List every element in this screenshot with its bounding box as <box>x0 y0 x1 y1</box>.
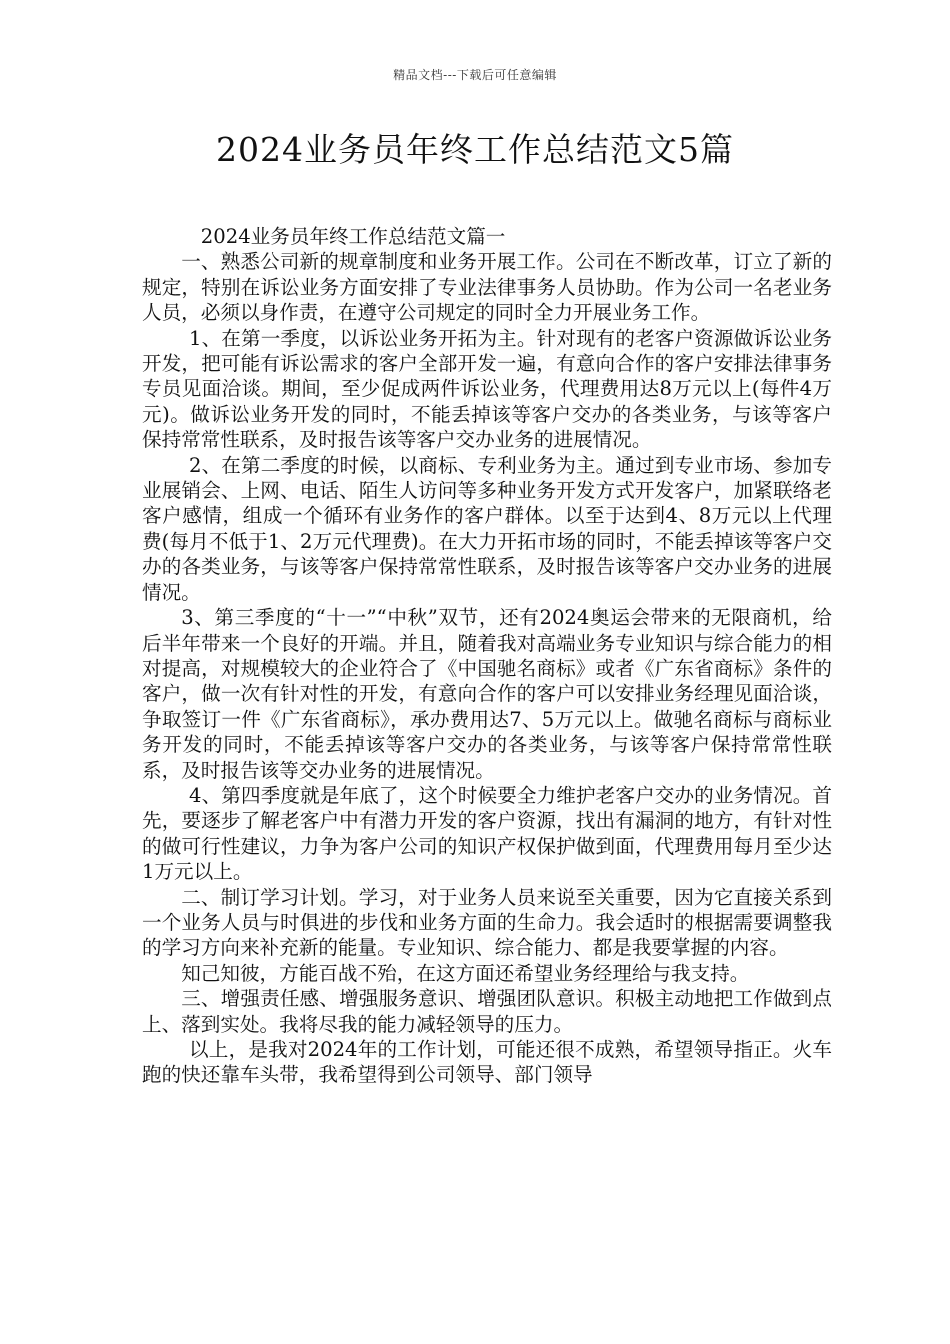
section-subtitle: 2024业务员年终工作总结范文篇一 <box>200 225 506 248</box>
document-body <box>142 224 832 1088</box>
paragraph: 二、制订学习计划。学习，对于业务人员来说至关重要，因为它直接关系到一个业务人员与时俱进的步伐和业务方面的生命力。我会适时的根据需要调整我的学习方向来补充新的能量。专业知识、综合能力、都是我要掌握的内容。 <box>142 885 832 960</box>
document-title: 2024业务员年终工作总结范文5篇 <box>216 130 734 169</box>
paragraph: 以上，是我对2024年的工作计划，可能还很不成熟，希望领导指正。火车跑的快还靠车头带，我希望得到公司领导、部门领导 <box>142 1038 832 1087</box>
paragraph: 一、熟悉公司新的规章制度和业务开展工作。公司在不断改革，订立了新的规定，特别在诉讼业务方面安排了专业法律事务人员协助。作为公司一名老业务人员，必须以身作责，在遵守公司规定的同时全力开展业务工作。 <box>142 250 832 325</box>
paragraph: 1、在第一季度，以诉讼业务开拓为主。针对现有的老客户资源做诉讼业务开发，把可能有诉讼需求的客户全部开发一遍，有意向合作的客户安排法律事务专员见面洽谈。期间，至少促成两件诉讼业务，代理费用达8万元以上(每件4万元)。做诉讼业务开发的同时，不能丢掉该等客户交办的各类业务，与该等客户保持常常性联系，及时报告该等客户交办业务的进展情况。 <box>142 326 832 452</box>
paragraph: 2、在第二季度的时候，以商标、专利业务为主。通过到专业市场、参加专业展销会、上网、电话、陌生人访问等多种业务开发方式开发客户，加紧联络老客户感情，组成一个循环有业务作的客户群体。以至于达到4、8万元以上代理费(每月不低于1、2万元代理费)。在大力开拓市场的同时，不能丢掉该等客户交办的各类业务，与该等客户保持常常性联系，及时报告该等客户交办业务的进展情况。 <box>142 453 832 604</box>
header-note: 精品文档---下载后可任意编辑 <box>393 68 557 82</box>
paragraph: 4、第四季度就是年底了，这个时候要全力维护老客户交办的业务情况。首先，要逐步了解老客户中有潜力开发的客户资源，找出有漏洞的地方，有针对性的做可行性建议，力争为客户公司的知识产权保护做到面，代理费用每月至少达1万元以上。 <box>142 783 832 884</box>
paragraph: 知己知彼，方能百战不殆，在这方面还希望业务经理给与我支持。 <box>181 961 750 985</box>
paragraph: 3、第三季度的“十一”“中秋”双节，还有2024奥运会带来的无限商机，给后半年带来一个良好的开端。并且，随着我对高端业务专业知识与综合能力的相对提高，对规模较大的企业符合了《中国驰名商标》或者《广东省商标》条件的客户，做一次有针对性的开发，有意向合作的客户可以安排业务经理见面洽谈，争取签订一件《广东省商标》，承办费用达7、5万元以上。做驰名商标与商标业务开发的同时，不能丢掉该等客户交办的各类业务，与该等客户保持常常性联系，及时报告该等交办业务的进展情况。 <box>142 606 832 782</box>
paragraph: 三、增强责任感、增强服务意识、增强团队意识。积极主动地把工作做到点上、落到实处。我将尽我的能力减轻领导的压力。 <box>142 987 832 1036</box>
